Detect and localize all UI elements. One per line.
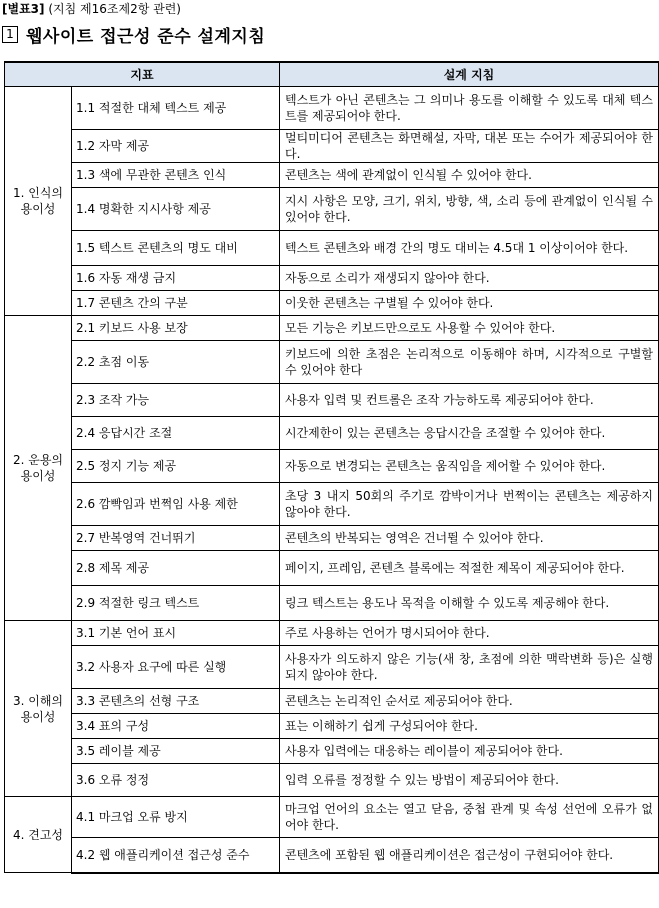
guideline-cell: 사용자 입력에는 대응하는 레이블이 제공되어야 한다. xyxy=(280,739,659,764)
indicator-cell: 1.6 자동 재생 금지 xyxy=(72,266,280,291)
guideline-cell: 콘텐츠는 논리적인 순서로 제공되어야 한다. xyxy=(280,689,659,714)
section-title-text: 웹사이트 접근성 준수 설계지침 xyxy=(26,26,266,47)
category-cell: 3. 이해의 용이성 xyxy=(5,621,72,797)
table-row xyxy=(5,838,659,873)
table-row xyxy=(5,714,659,739)
table-row xyxy=(5,739,659,764)
indicator-cell: 1.2 자막 제공 xyxy=(72,130,280,163)
indicator-cell: 1.3 색에 무관한 콘텐츠 인식 xyxy=(72,163,280,188)
guideline-cell: 콘텐츠에 포함된 웹 애플리케이션은 접근성이 구현되어야 한다. xyxy=(280,838,659,873)
appendix-note: (지침 제16조제2항 관련) xyxy=(48,2,181,16)
table-row xyxy=(5,188,659,231)
indicator-cell: 3.3 콘텐츠의 선형 구조 xyxy=(72,689,280,714)
indicator-cell: 3.4 표의 구성 xyxy=(72,714,280,739)
guideline-cell: 텍스트 콘텐츠와 배경 간의 명도 대비는 4.5대 1 이상이어야 한다. xyxy=(280,231,659,266)
guideline-cell: 키보드에 의한 초점은 논리적으로 이동해야 하며, 시각적으로 구별할 수 있어야 한다 xyxy=(280,341,659,384)
table-row xyxy=(5,341,659,384)
indicator-cell: 1.4 명확한 지시사항 제공 xyxy=(72,188,280,231)
guideline-table xyxy=(4,61,659,874)
table-row xyxy=(5,291,659,316)
header-indicator: 지표 xyxy=(5,62,280,87)
guideline-cell: 시간제한이 있는 콘텐츠는 응답시간을 조절할 수 있어야 한다. xyxy=(280,417,659,450)
indicator-cell: 2.6 깜빡임과 번쩍임 사용 제한 xyxy=(72,483,280,526)
indicator-cell: 3.5 레이블 제공 xyxy=(72,739,280,764)
guideline-cell: 콘텐츠는 색에 관계없이 인식될 수 있어야 한다. xyxy=(280,163,659,188)
guideline-cell: 사용자가 의도하지 않은 기능(새 창, 초점에 의한 맥락변화 등)은 실행되지 않아야 한다. xyxy=(280,646,659,689)
indicator-cell: 2.5 정지 기능 제공 xyxy=(72,450,280,483)
category-cell: 4. 견고성 xyxy=(5,797,72,873)
category-cell: 1. 인식의 용이성 xyxy=(5,87,72,316)
table-body xyxy=(5,87,659,873)
table-row xyxy=(5,621,659,646)
table-row xyxy=(5,551,659,586)
indicator-cell: 2.2 초점 이동 xyxy=(72,341,280,384)
category-cell: 2. 운용의 용이성 xyxy=(5,316,72,621)
guideline-cell: 텍스트가 아닌 콘텐츠는 그 의미나 용도를 이해할 수 있도록 대체 텍스트를 제공되어야 한다. xyxy=(280,87,659,130)
table-header-row xyxy=(5,62,659,87)
table-row xyxy=(5,163,659,188)
guideline-cell: 멀티미디어 콘텐츠는 화면해설, 자막, 대본 또는 수어가 제공되어야 한다. xyxy=(280,130,659,163)
guideline-cell: 모든 기능은 키보드만으로도 사용할 수 있어야 한다. xyxy=(280,316,659,341)
indicator-cell: 4.1 마크업 오류 방지 xyxy=(72,797,280,838)
guideline-cell: 페이지, 프레임, 콘텐츠 블록에는 적절한 제목이 제공되어야 한다. xyxy=(280,551,659,586)
guideline-cell: 지시 사항은 모양, 크기, 위치, 방향, 색, 소리 등에 관계없이 인식될 수 있어야 한다. xyxy=(280,188,659,231)
table-row xyxy=(5,689,659,714)
table-row xyxy=(5,764,659,797)
indicator-cell: 1.7 콘텐츠 간의 구분 xyxy=(72,291,280,316)
table-row xyxy=(5,266,659,291)
guideline-cell: 사용자 입력 및 컨트롤은 조작 가능하도록 제공되어야 한다. xyxy=(280,384,659,417)
guideline-cell: 입력 오류를 정정할 수 있는 방법이 제공되어야 한다. xyxy=(280,764,659,797)
guideline-cell: 콘텐츠의 반복되는 영역은 건너뛸 수 있어야 한다. xyxy=(280,526,659,551)
indicator-cell: 3.2 사용자 요구에 따른 실행 xyxy=(72,646,280,689)
indicator-cell: 2.4 응답시간 조절 xyxy=(72,417,280,450)
indicator-cell: 3.1 기본 언어 표시 xyxy=(72,621,280,646)
header-guideline: 설계 지침 xyxy=(280,62,659,87)
indicator-cell: 2.8 제목 제공 xyxy=(72,551,280,586)
table-row xyxy=(5,646,659,689)
table-row xyxy=(5,231,659,266)
indicator-cell: 2.7 반복영역 건너뛰기 xyxy=(72,526,280,551)
table-row xyxy=(5,526,659,551)
guideline-cell: 자동으로 소리가 재생되지 않아야 한다. xyxy=(280,266,659,291)
table-row xyxy=(5,797,659,838)
guideline-cell: 표는 이해하기 쉽게 구성되어야 한다. xyxy=(280,714,659,739)
guideline-cell: 자동으로 변경되는 콘텐츠는 움직임을 제어할 수 있어야 한다. xyxy=(280,450,659,483)
table-row xyxy=(5,586,659,621)
section-number-box: 1 xyxy=(2,26,18,43)
table-row xyxy=(5,417,659,450)
table-row xyxy=(5,450,659,483)
indicator-cell: 1.5 텍스트 콘텐츠의 명도 대비 xyxy=(72,231,280,266)
guideline-cell: 주로 사용하는 언어가 명시되어야 한다. xyxy=(280,621,659,646)
indicator-cell: 2.3 조작 가능 xyxy=(72,384,280,417)
indicator-cell: 2.1 키보드 사용 보장 xyxy=(72,316,280,341)
document-header xyxy=(2,2,181,16)
appendix-tag: [별표3] xyxy=(2,2,45,16)
table-row xyxy=(5,384,659,417)
section-title xyxy=(2,20,265,48)
guideline-cell: 링크 텍스트는 용도나 목적을 이해할 수 있도록 제공해야 한다. xyxy=(280,586,659,621)
indicator-cell: 1.1 적절한 대체 텍스트 제공 xyxy=(72,87,280,130)
indicator-cell: 3.6 오류 정정 xyxy=(72,764,280,797)
table-row xyxy=(5,130,659,163)
indicator-cell: 2.9 적절한 링크 텍스트 xyxy=(72,586,280,621)
guideline-cell: 이웃한 콘텐츠는 구별될 수 있어야 한다. xyxy=(280,291,659,316)
guideline-cell: 초당 3 내지 50회의 주기로 깜박이거나 번쩍이는 콘텐츠는 제공하지 않아야 한다. xyxy=(280,483,659,526)
indicator-cell: 4.2 웹 애플리케이션 접근성 준수 xyxy=(72,838,280,873)
table-row xyxy=(5,87,659,130)
table-row xyxy=(5,483,659,526)
table-row xyxy=(5,316,659,341)
guideline-cell: 마크업 언어의 요소는 열고 닫음, 중첩 관계 및 속성 선언에 오류가 없어야 한다. xyxy=(280,797,659,838)
